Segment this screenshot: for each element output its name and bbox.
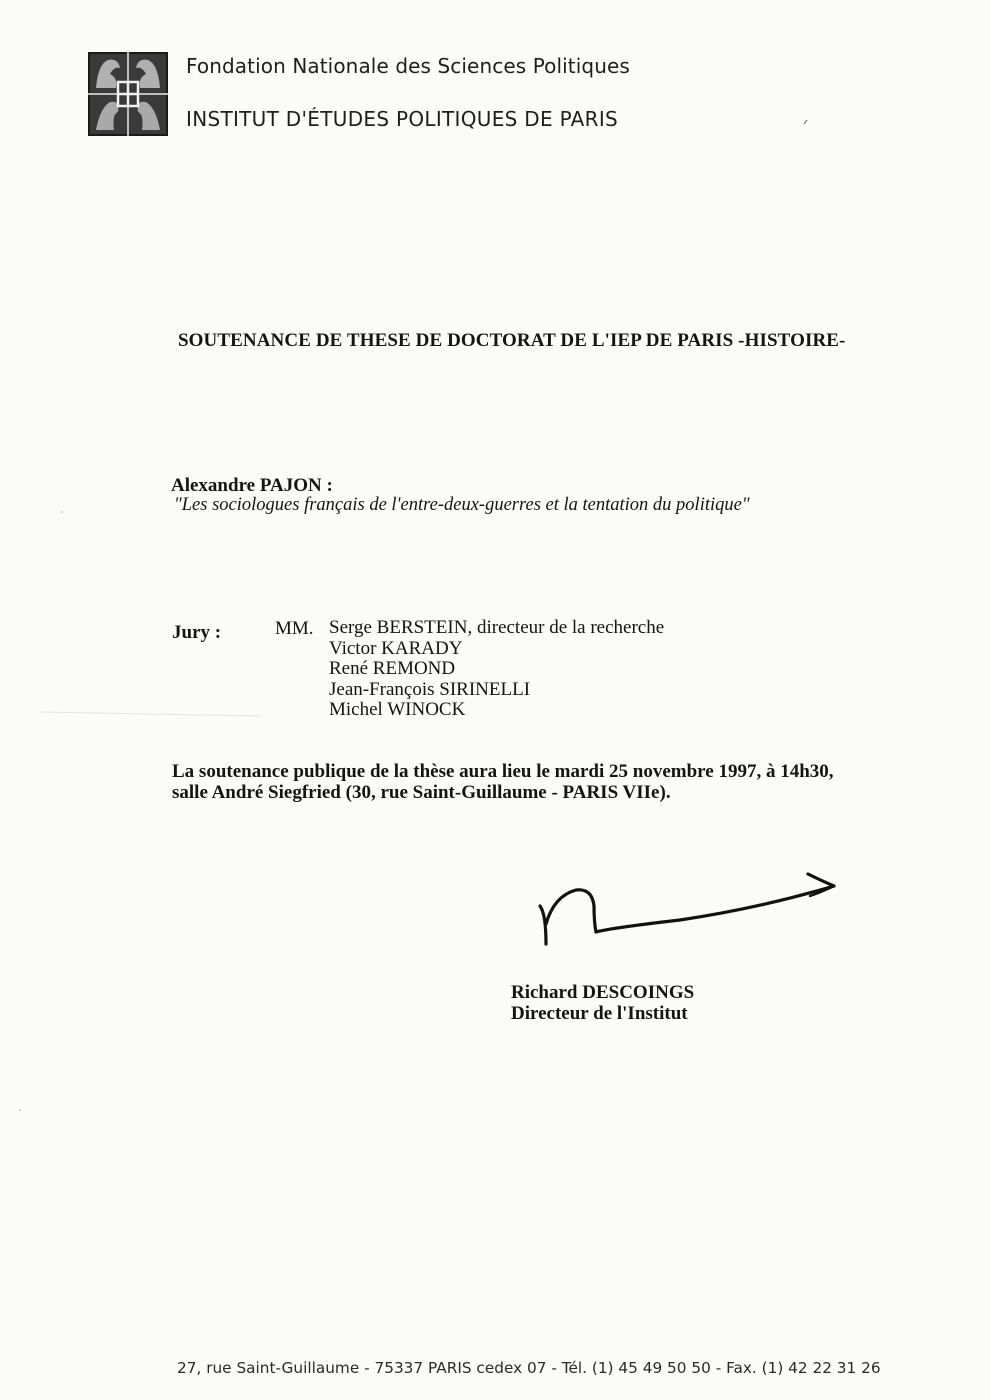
signatory-block [511, 982, 694, 1024]
document-title: SOUTENANCE DE THESE DE DOCTORAT DE L'IEP DE PARIS -HISTOIRE- [178, 330, 846, 351]
jury-member: Jean-François SIRINELLI [329, 678, 531, 700]
thesis-title: "Les sociologues français de l'entre-deux-guerres et la tentation du politique" [174, 495, 750, 515]
jury-prefix: MM. [275, 618, 314, 639]
jury-member: Michel WINOCK [329, 699, 466, 721]
announcement-line: La soutenance publique de la thèse aura lieu le mardi 25 novembre 1997, à 14h30, [172, 761, 834, 782]
candidate-name: Alexandre PAJON : [171, 475, 333, 496]
defense-announcement [172, 761, 834, 803]
footer-address: 27, rue Saint-Guillaume - 75337 PARIS cedex 07 - Tél. (1) 45 49 50 50 - Fax. (1) 42 22 31 26 [177, 1359, 881, 1377]
signatory-role: Directeur de l'Institut [511, 1003, 688, 1024]
signatory-name: Richard DESCOINGS [511, 982, 695, 1003]
jury-label: Jury : [172, 622, 222, 643]
jury-members-list [329, 618, 664, 721]
announcement-line: salle André Siegfried (30, rue Saint-Guillaume - PARIS VIIe). [172, 782, 671, 803]
jury-member: Serge BERSTEIN, directeur de la recherche [329, 617, 665, 638]
jury-member: René REMOND [329, 658, 456, 680]
institute-name: INSTITUT D'ÉTUDES POLITIQUES DE PARIS [186, 107, 619, 131]
handwritten-signature [530, 862, 850, 952]
jury-member: Victor KARADY [329, 637, 463, 659]
institution-logo [88, 52, 168, 136]
foundation-name: Fondation Nationale des Sciences Politiques [186, 54, 630, 78]
